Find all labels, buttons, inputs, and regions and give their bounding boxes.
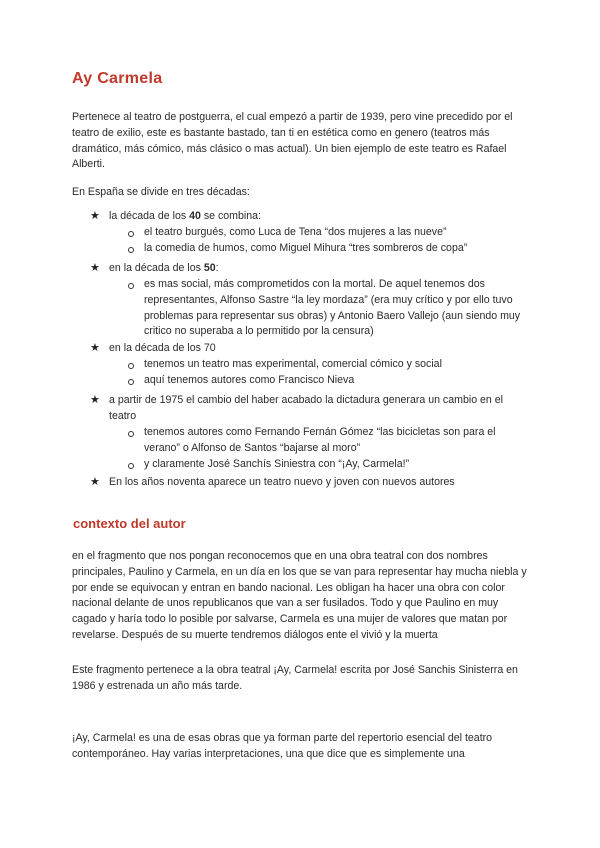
page-title: Ay Carmela [72, 70, 163, 87]
section-heading: contexto del autor [73, 516, 186, 531]
decade-sub-item: el teatro burgués, como Luca de Tena “dos mujeres a las nueve” [144, 226, 447, 238]
decade-sub-item: tenemos autores como Fernando Fernán Gómez “las bicicletas son para el verano” o Alfonso de Santos “bajarse al moro” [144, 426, 496, 454]
circle-bullet-icon [128, 363, 134, 369]
decade-item: en la década de los 70 [109, 342, 216, 354]
star-bullet-icon: ★ [90, 262, 100, 274]
decade-item: a partir de 1975 el cambio del haber acabado la dictadura generara un cambio en el teatro [109, 394, 503, 422]
star-bullet-icon: ★ [90, 394, 100, 406]
decade-sub-item: tenemos un teatro mas experimental, comercial cómico y social [144, 358, 442, 370]
context-paragraph: Este fragmento pertenece a la obra teatral ¡Ay, Carmela! escrita por José Sanchis Sinisterra en 1986 y estrenada un año más tarde. [72, 664, 518, 692]
circle-bullet-icon [128, 247, 134, 253]
circle-bullet-icon [128, 379, 134, 385]
decade-sub-item: es mas social, más comprometidos con la mortal. De aquel tenemos dos representantes, Alfonso Sastre “la ley mordaza” (era muy crítico y por ello tuvo problemas para representar sus obras) y Antonio Baero Vallejo (aun siendo muy critico no superaba a lo permitido por la censura) [144, 278, 521, 338]
circle-bullet-icon [128, 283, 134, 289]
spain-intro: En España se divide en tres décadas: [72, 186, 250, 198]
context-paragraph: en el fragmento que nos pongan reconocemos que en una obra teatral con dos nombres principales, Paulino y Carmela, en un día en los que se van para representar hay mucha niebla y por ende se equivocan y entran en bando nacional. Les obligan ha hacer una obra con color nacional delante de unos republicanos que van a ser fusilados. Todo y que Paulino en muy cagado y haría todo lo posible por salvarse, Carmela es una mujer de valores que matan por revelarse. Después de su muerte tendremos diálogos ente el vivió y la muerta [72, 550, 527, 641]
decade-item: En los años noventa aparece un teatro nuevo y joven con nuevos autores [109, 476, 455, 488]
star-bullet-icon: ★ [90, 342, 100, 354]
decade-sub-item: la comedia de humos, como Miguel Mihura “tres sombreros de copa” [144, 242, 468, 254]
star-bullet-icon: ★ [90, 210, 100, 222]
circle-bullet-icon [128, 463, 134, 469]
context-paragraph: ¡Ay, Carmela! es una de esas obras que ya forman parte del repertorio esencial del teatro contemporáneo. Hay varias interpretaciones, una que dice que es simplemente una [72, 732, 493, 760]
decade-item: la década de los 40 se combina: [109, 210, 261, 222]
decade-item: en la década de los 50: [109, 262, 219, 274]
circle-bullet-icon [128, 231, 134, 237]
decade-sub-item: y claramente José Sanchís Siniestra con “¡Ay, Carmela!” [144, 458, 410, 470]
star-bullet-icon: ★ [90, 476, 100, 488]
intro-paragraph: Pertenece al teatro de postguerra, el cual empezó a partir de 1939, pero vine precedido por el teatro de exilio, este es bastante bastado, tan ti en estética como en genero (teatros más dramático, más cómico, más clásico o mas actual). Un bien ejemplo de este teatro es Rafael Alberti. [72, 111, 513, 171]
circle-bullet-icon [128, 431, 134, 437]
decade-sub-item: aquí tenemos autores como Francisco Nieva [144, 374, 355, 386]
